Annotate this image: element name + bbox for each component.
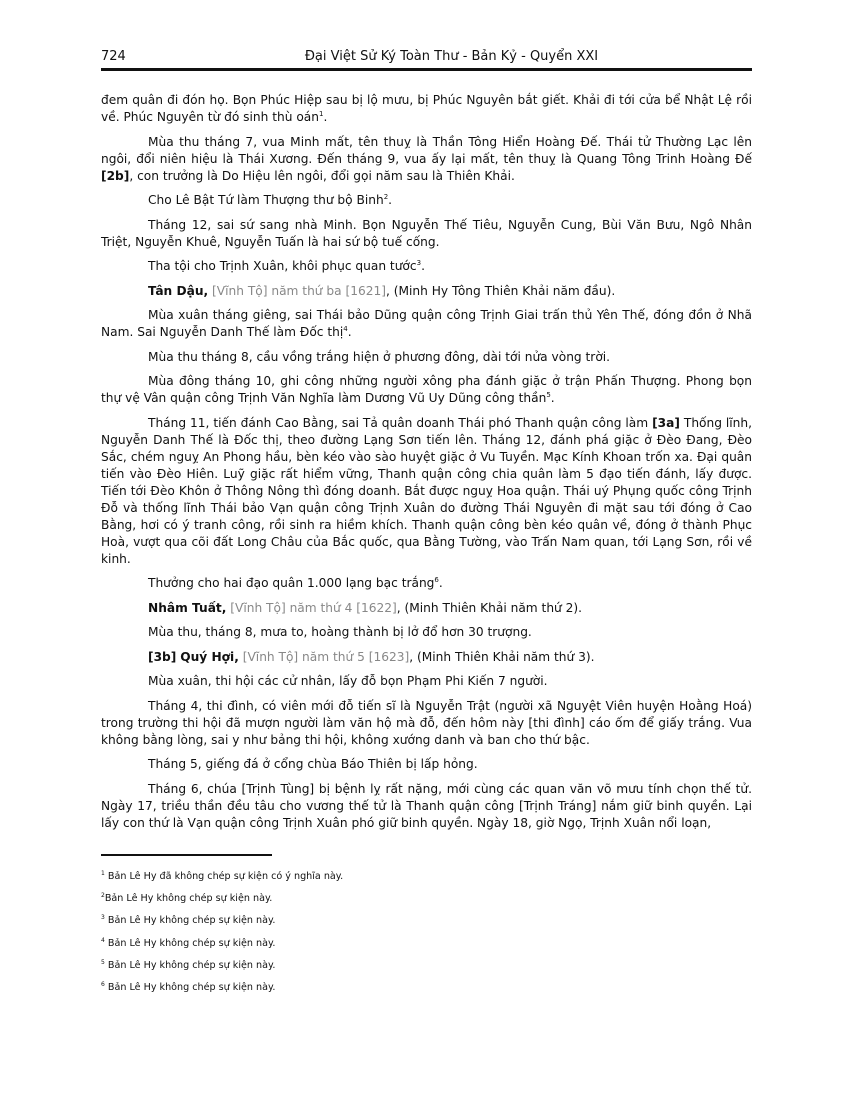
year-heading: [3b] Quý Hợi, [Vĩnh Tộ] năm thứ 5 [1623], (Minh Thiên Khải năm thứ 3).	[148, 649, 595, 664]
folio-marker: [3b]	[148, 649, 177, 664]
paragraph: Mùa xuân, thi hội các cử nhân, lấy đỗ bọn Phạm Phi Kiến 7 người.	[148, 674, 548, 688]
page-number: 724	[101, 49, 126, 64]
footnote: $^1$ Bản Lê Hy đã không chép sự kiện có ý nghĩa này.	[101, 870, 344, 882]
paragraph: Mùa thu, tháng 8, mưa to, hoàng thành bị lở đổ hơn 30 trượng.	[148, 625, 532, 639]
paragraph: Tháng 5, giếng đá ở cổng chùa Báo Thiên bị lấp hỏng.	[148, 757, 478, 771]
footnote: $^2$Bản Lê Hy không chép sự kiện này.	[101, 892, 273, 905]
folio-marker: [3a]	[652, 415, 680, 430]
year-name: Tân Dậu,	[148, 283, 209, 298]
footnote-ref[interactable]: 3	[416, 259, 422, 267]
body-text	[101, 92, 752, 839]
paragraph: Mùa đông tháng 10, ghi công những người xông pha đánh giặc ở trận Phấn Thượng. Phong bọn thự vệ Vân quận công Trịnh Văn Nghĩa làm Dương Vũ Uy Dũng công thần$^5$.	[101, 374, 752, 405]
footnote-rule	[101, 854, 272, 856]
paragraph: Mùa xuân tháng giêng, sai Thái bảo Dũng quận công Trịnh Giai trấn thủ Yên Thế, đóng đồn ở Nhã Nam. Sai Nguyễn Danh Thế làm Đốc thị$^4$.	[101, 308, 752, 339]
header-rule	[101, 68, 752, 71]
footnote-ref[interactable]: 5	[546, 391, 551, 399]
paragraph: Mùa thu tháng 8, cầu vồng trắng hiện ở phương đông, dài tới nửa vòng trời.	[148, 349, 611, 364]
reign-year: [Vĩnh Tộ] năm thứ 5 [1623]	[242, 649, 410, 664]
year-name: Nhâm Tuất,	[148, 600, 227, 615]
footnote-ref[interactable]: 2	[383, 193, 389, 201]
paragraph: Thưởng cho hai đạo quân 1.000 lạng bạc trắng$^6$.	[148, 576, 443, 590]
paragraph: Tháng 4, thi đình, có viên mới đỗ tiến sĩ là Nguyễn Trật (người xã Nguyệt Viên huyện Hoằng Hoá) trong trường thi hội đã mượn người làm văn hộ mà đỗ, đến hôm này [thi đình] cáo ốm để giấy trắng. Vua không bằng lòng, sai y như bảng thi hội, không xướng danh và ban cho thứ bậc.	[101, 698, 752, 747]
reign-year: [Vĩnh Tộ] năm thứ ba [1621]	[212, 283, 386, 298]
paragraph: Tháng 6, chúa [Trịnh Tùng] bị bệnh lỵ rất nặng, mới cùng các quan văn võ mưu tính chọn thế tử. Ngày 17, triều thần đều tâu cho vương thế tử là Thanh quận công [Trịnh Tráng] nắm giữ binh quyền. Lại lấy con thứ là Vạn quận công Trịnh Xuân phó giữ binh quyền. Ngày 18, giờ Ngọ, Trịnh Xuân nổi loạn,	[101, 781, 752, 830]
paragraph: Tháng 12, sai sứ sang nhà Minh. Bọn Nguyễn Thế Tiêu, Nguyễn Cung, Bùi Văn Bưu, Ngô Nhân Triệt, Nguyễn Khuê, Nguyễn Tuấn là hai sứ bộ tuế cống.	[101, 217, 752, 249]
paragraph: đem quân đi đón họ. Bọn Phúc Hiệp sau bị lộ mưu, bị Phúc Nguyên bắt giết. Khải đi tới cửa bể Nhật Lệ rồi về. Phúc Nguyên từ đó sinh thù oán$^1$.	[101, 93, 752, 124]
footnote-ref[interactable]: 6	[434, 576, 439, 584]
footnote: $^6$ Bản Lê Hy không chép sự kiện này.	[101, 981, 276, 994]
footnote: $^5$ Bản Lê Hy không chép sự kiện này.	[101, 958, 276, 971]
footnote-ref[interactable]: 4	[343, 325, 348, 333]
footnote: $^4$ Bản Lê Hy không chép sự kiện này.	[101, 936, 276, 949]
reign-year: [Vĩnh Tộ] năm thứ 4 [1622]	[230, 600, 397, 615]
footnote: $^3$ Bản Lê Hy không chép sự kiện này.	[101, 914, 276, 927]
year-heading: Tân Dậu, [Vĩnh Tộ] năm thứ ba [1621], (Minh Hy Tông Thiên Khải năm đầu).	[148, 283, 616, 298]
footnotes	[101, 866, 752, 999]
footnote-ref[interactable]: 1	[318, 110, 324, 118]
paragraph: Mùa thu tháng 7, vua Minh mất, tên thuỵ là Thần Tông Hiển Hoàng Đế. Thái tử Thường Lạc lên ngôi, đổi niên hiệu là Thái Xương. Đến tháng 9, vua ấy lại mất, tên thuỵ là Quang Tông Trinh Hoàng Đế [2b], con trưởng là Do Hiệu lên ngôi, đổi gọi năm sau là Thiên Khải.	[101, 134, 752, 183]
folio-marker: [2b]	[101, 168, 130, 183]
paragraph: Tháng 11, tiến đánh Cao Bằng, sai Tả quân doanh Thái phó Thanh quận công làm [3a] Thống lĩnh, Nguyễn Danh Thế là Đốc thị, theo đường Lạng Sơn tiến lên. Tháng 12, đánh phá giặc ở Đèo Đang, Đèo Sắc, chém nguỵ An Phong hầu, bèn kéo vào sào huyệt giặc ở Vu Tuyền. Mạc Kính Khoan trốn xa. Đại quân tiến vào Đèo Hiên. Luỹ giặc rất hiểm vững, Thanh quận công chia quân làm 5 đạo tiến đánh, lấy được. Tiến tới Đèo Khôn ở Thông Nông thì đóng doanh. Bắt được nguỵ Hoa quận. Thái uý Phụng quốc công Trịnh Đỗ và thống lĩnh Thái bảo Vạn quận công Trịnh Xuân do đường Thái Nguyên đi mặt sau tới đóng ở Cao Bằng, hơi có ý tranh công, rồi sinh ra hiềm khích. Thanh quận công bèn kéo quân về, đóng ở thành Phục Hoà, vượt qua cõi đất Long Châu của Bắc quốc, qua Bằng Tường, vào Trấn Nam quan, tới Lạng Sơn, rồi về kinh.	[101, 415, 752, 566]
paragraph: Cho Lê Bật Tứ làm Thượng thư bộ Binh$^2$.	[148, 193, 393, 207]
paragraph: Tha tội cho Trịnh Xuân, khôi phục quan tước$^3$.	[148, 259, 425, 273]
year-name: Quý Hợi,	[180, 649, 239, 664]
running-title: Đại Việt Sử Ký Toàn Thư - Bản Kỷ - Quyển XXI	[304, 49, 599, 64]
year-heading: Nhâm Tuất, [Vĩnh Tộ] năm thứ 4 [1622], (Minh Thiên Khải năm thứ 2).	[148, 600, 583, 615]
